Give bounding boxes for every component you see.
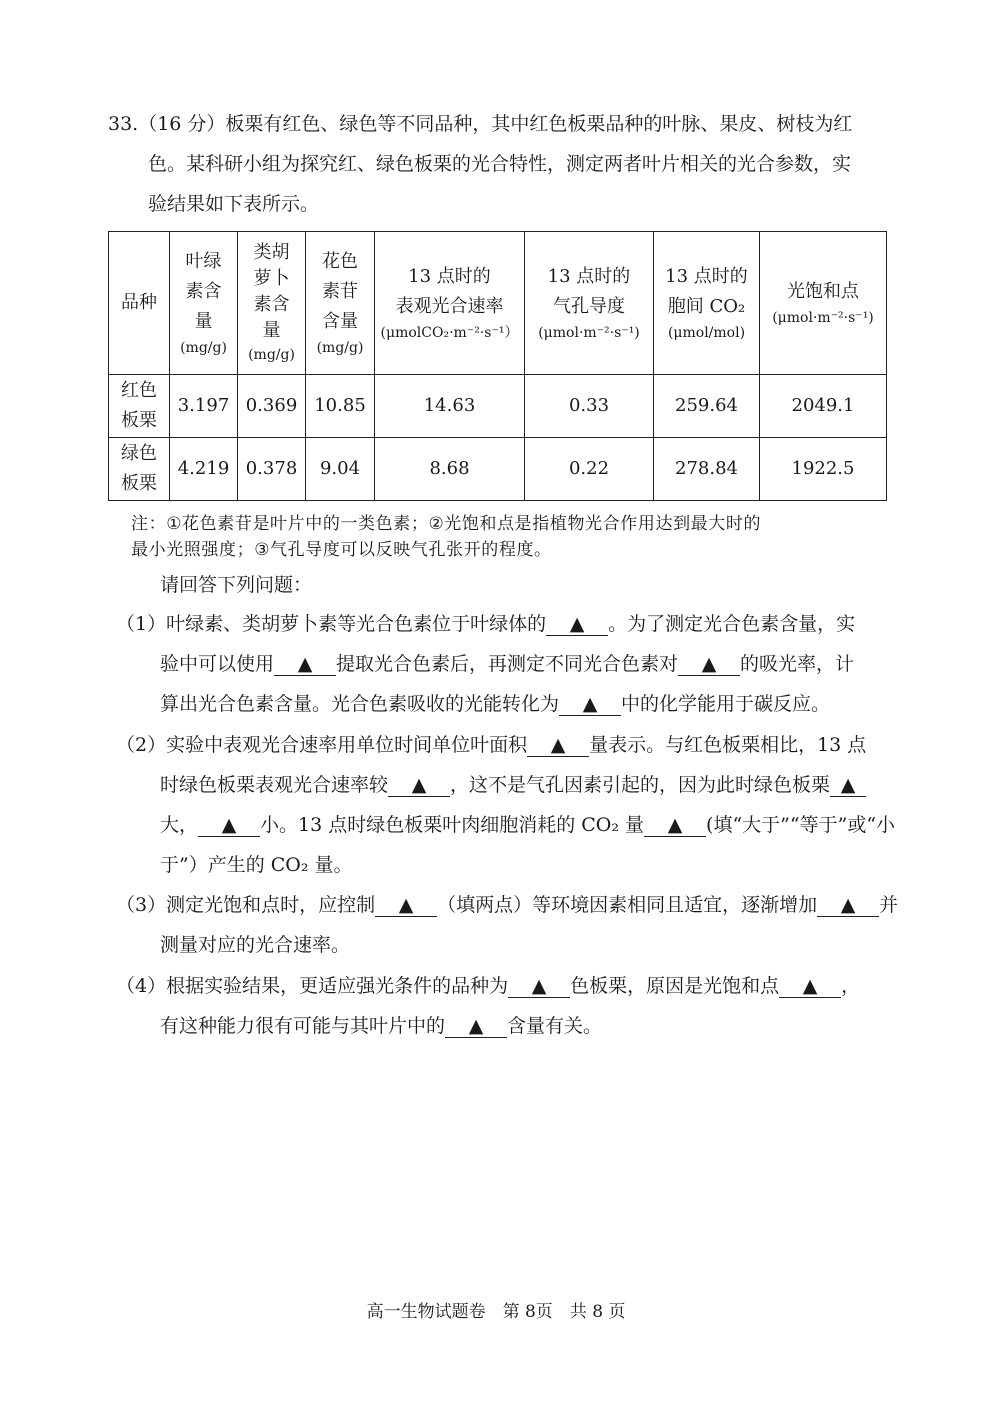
q1-line-2: 验中可以使用 ▲ 提取光合色素后，再测定不同光合色素对 ▲ 的吸光率，计 (160, 653, 855, 675)
q2-line-4: 于”）产生的 CO₂ 量。 (160, 854, 353, 876)
table-cell: 10.85 (306, 375, 375, 438)
question-stem-line-1: 33.（16 分）板栗有红色、绿色等不同品种，其中红色板栗品种的叶脉、果皮、树枝为红 (108, 113, 853, 135)
answer-blank[interactable]: ▲ (559, 693, 621, 716)
table-cell: 14.63 (375, 375, 525, 438)
row-variety-label: 红色 板栗 (109, 375, 170, 438)
q1-line-1: （1）叶绿素、类胡萝卜素等光合色素位于叶绿体的 ▲ 。为了测定光合色素含量，实 (116, 613, 856, 635)
q1-line-3: 算出光合色素含量。光合色素吸收的光能转化为 ▲ 中的化学能用于碳反应。 (160, 693, 831, 715)
answer-blank[interactable]: ▲ (375, 894, 437, 917)
answer-blank[interactable]: ▲ (445, 1015, 507, 1038)
table-cell: 0.378 (238, 438, 306, 501)
page-footer: 高一生物试题卷 第 8页 共 8 页 (366, 1302, 626, 1322)
q4-line-1: （4）根据实验结果，更适应强光条件的品种为 ▲ 色板栗，原因是光饱和点 ▲ ， (116, 975, 861, 997)
table-cell: 3.197 (170, 375, 238, 438)
table-note-line-2: 最小光照强度；③气孔导度可以反映气孔张开的程度。 (131, 540, 552, 560)
header-net-photosynthesis-rate: 13 点时的 表观光合速率 (μmolCO₂·m⁻²·s⁻¹） (375, 232, 525, 375)
answer-blank[interactable]: ▲ (508, 975, 570, 998)
table-cell: 0.369 (238, 375, 306, 438)
q3-line-1: （3）测定光饱和点时，应控制 ▲ （填两点）等环境因素相同且适宜，逐渐增加 ▲ 并 (116, 894, 899, 916)
answer-blank[interactable]: ▲ (678, 653, 740, 676)
table-cell: 0.22 (525, 438, 654, 501)
header-chlorophyll: 叶绿 素含 量 (mg/g) (170, 232, 238, 375)
answer-blank[interactable]: ▲ (388, 774, 450, 797)
table-cell: 4.219 (170, 438, 238, 501)
header-variety: 品种 (109, 232, 170, 375)
table-cell: 1922.5 (760, 438, 887, 501)
row-variety-label: 绿色 板栗 (109, 438, 170, 501)
q2-line-1: （2）实验中表观光合速率用单位时间单位叶面积 ▲ 量表示。与红色板栗相比，13 点 (116, 734, 867, 756)
question-stem-line-3: 验结果如下表所示。 (148, 193, 320, 215)
q2-line-3: 大， ▲ 小。13 点时绿色板栗叶肉细胞消耗的 CO₂ 量 ▲ (填“大于”“等于”或“小 (160, 814, 896, 836)
table-row-red-chestnut (109, 375, 887, 438)
answer-blank[interactable]: ▲ (527, 734, 589, 757)
answer-blank[interactable]: ▲ (644, 814, 706, 837)
table-cell: 9.04 (306, 438, 375, 501)
photosynthesis-parameter-table (108, 231, 887, 501)
table-cell: 2049.1 (760, 375, 887, 438)
header-anthocyanin: 花色 素苷 含量 (mg/g) (306, 232, 375, 375)
table-note-line-1: 注：①花色素苷是叶片中的一类色素；②光饱和点是指植物光合作用达到最大时的 (131, 514, 762, 534)
header-carotene: 类胡 萝卜 素含 量 (mg/g) (238, 232, 306, 375)
answer-prompt: 请回答下列问题： (160, 574, 313, 596)
table-header-row (109, 232, 887, 375)
answer-blank[interactable]: ▲ (817, 894, 879, 917)
header-stomatal-conductance: 13 点时的 气孔导度 (μmol·m⁻²·s⁻¹) (525, 232, 654, 375)
answer-blank[interactable]: ▲ (546, 613, 608, 636)
q4-line-2: 有这种能力很有可能与其叶片中的 ▲ 含量有关。 (160, 1015, 603, 1037)
answer-blank[interactable]: ▲ (274, 653, 336, 676)
q3-line-2: 测量对应的光合速率。 (160, 934, 351, 956)
table-cell: 0.33 (525, 375, 654, 438)
answer-blank[interactable]: ▲ (198, 814, 260, 837)
q2-line-2: 时绿色板栗表观光合速率较 ▲ ，这不是气孔因素引起的，因为此时绿色板栗 ▲ (160, 772, 866, 798)
header-light-saturation-point: 光饱和点 (μmol·m⁻²·s⁻¹) (760, 232, 887, 375)
question-stem-line-2: 色。某科研小组为探究红、绿色板栗的光合特性，测定两者叶片相关的光合参数，实 (148, 153, 852, 175)
table-cell: 278.84 (654, 438, 760, 501)
header-intercellular-co2: 13 点时的 胞间 CO₂ (μmol/mol) (654, 232, 760, 375)
answer-blank[interactable]: ▲ (779, 975, 841, 998)
answer-blank[interactable]: ▲ (830, 774, 866, 797)
table-row-green-chestnut (109, 438, 887, 501)
table-cell: 8.68 (375, 438, 525, 501)
table-cell: 259.64 (654, 375, 760, 438)
